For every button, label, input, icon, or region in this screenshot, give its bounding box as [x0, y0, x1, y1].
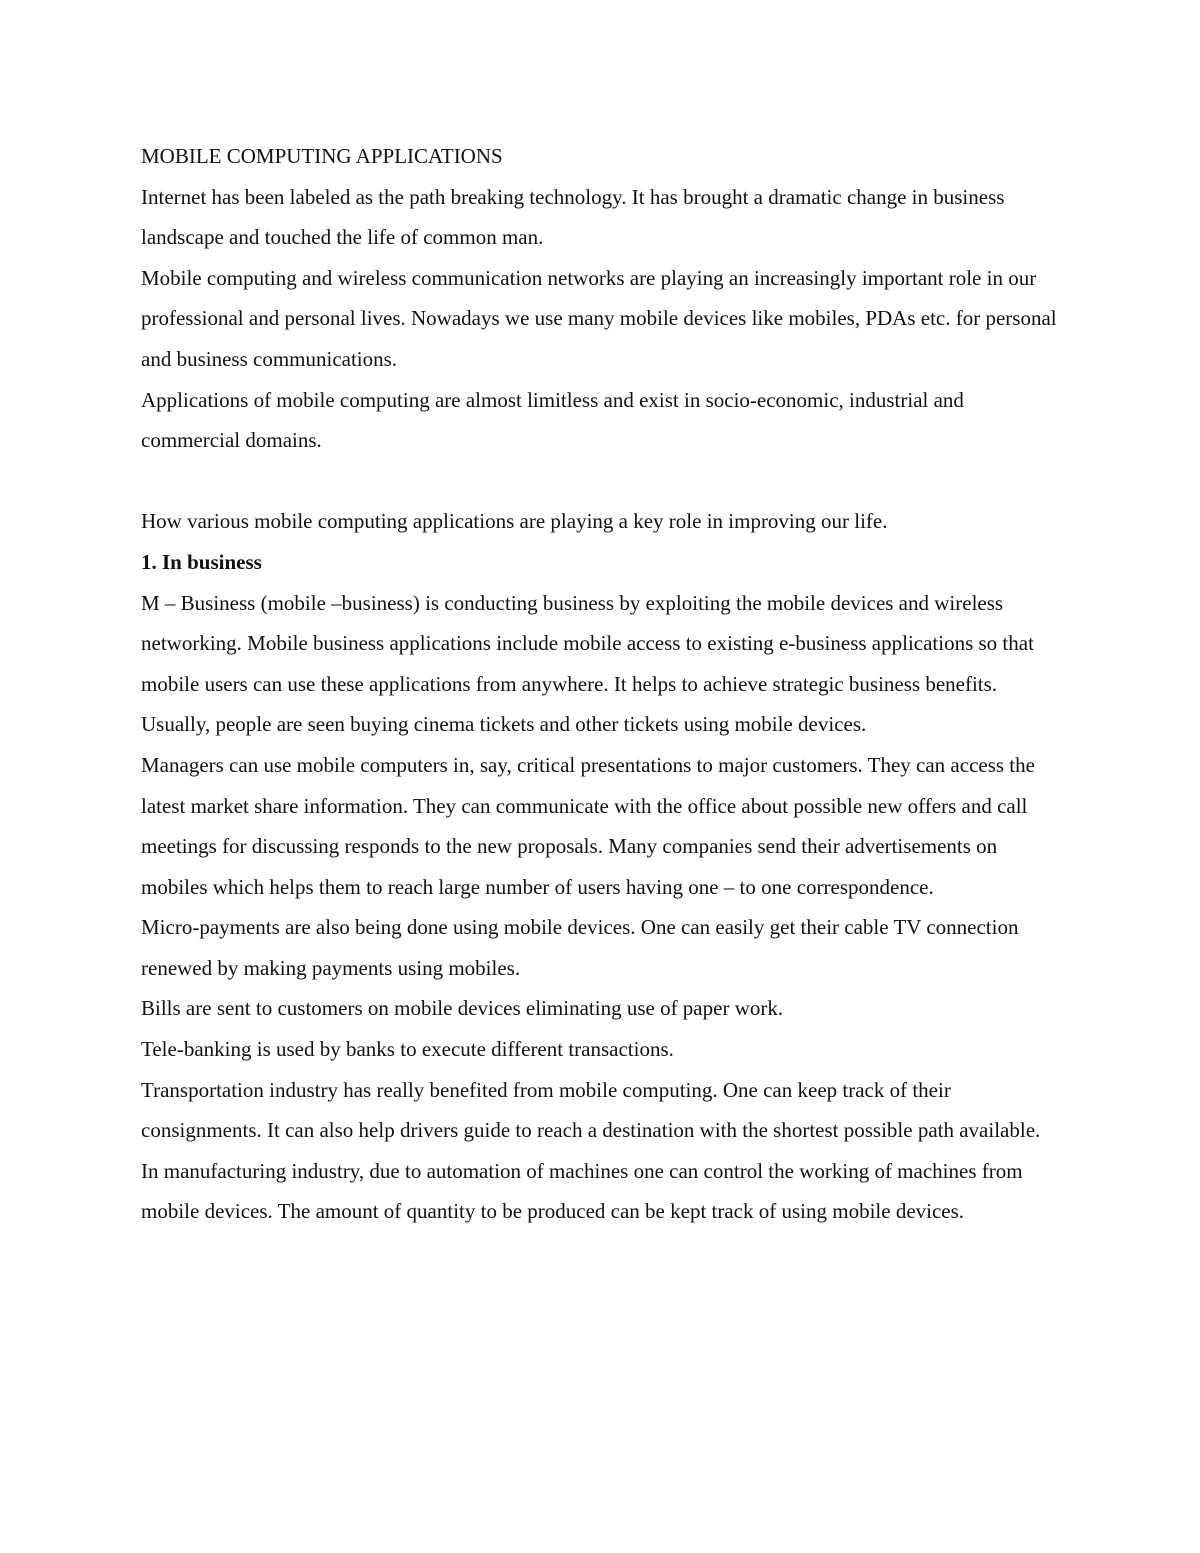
intro-paragraph-3: Applications of mobile computing are almost limitless and exist in socio-economic, industrial and commercial domains. [141, 387, 964, 453]
document-body [141, 136, 1066, 1232]
document-title: MOBILE COMPUTING APPLICATIONS [141, 144, 503, 168]
lead-in-paragraph: How various mobile computing applications are playing a key role in improving our life. [141, 509, 888, 534]
intro-paragraph-1: Internet has been labeled as the path breaking technology. It has brought a dramatic change in business landscape and touched the life of common man. [141, 184, 1005, 250]
section-heading: 1. In business [141, 549, 262, 574]
section-paragraph-4: Bills are sent to customers on mobile devices eliminating use of paper work. [141, 996, 784, 1021]
section-paragraph-3: Micro-payments are also being done using mobile devices. One can easily get their cable TV connection renewed by making payments using mobiles. [141, 915, 1019, 980]
section-paragraph-7: In manufacturing industry, due to automation of machines one can control the working of machines from mobile devices. The amount of quantity to be produced can be kept track of using mobile devices. [141, 1158, 1023, 1224]
section-paragraph-1: M – Business (mobile –business) is conducting business by exploiting the mobile devices and wireless networking. Mobile business applications include mobile access to existing e-business applications so that mobile users can use these applications from anywhere. It helps to achieve strategic business benefits. Usually, people are seen buying cinema tickets and other tickets using mobile devices. [141, 590, 1034, 737]
section-paragraph-2: Managers can use mobile computers in, say, critical presentations to major customers. They can access the latest market share information. They can communicate with the office about possible new offers and call meetings for discussing responds to the new proposals. Many companies send their advertisements on mobiles which helps them to reach large number of users having one – to one correspondence. [141, 752, 1035, 899]
intro-paragraph-2: Mobile computing and wireless communication networks are playing an increasingly important role in our professional and personal lives. Nowadays we use many mobile devices like mobiles, PDAs etc. for personal and business communications. [141, 265, 1057, 371]
section-paragraph-6: Transportation industry has really benefited from mobile computing. One can keep track of their consignments. It can also help drivers guide to reach a destination with the shortest possible path available. [141, 1077, 1041, 1143]
section-paragraph-5: Tele-banking is used by banks to execute different transactions. [141, 1037, 674, 1062]
blank-line [141, 461, 1066, 502]
